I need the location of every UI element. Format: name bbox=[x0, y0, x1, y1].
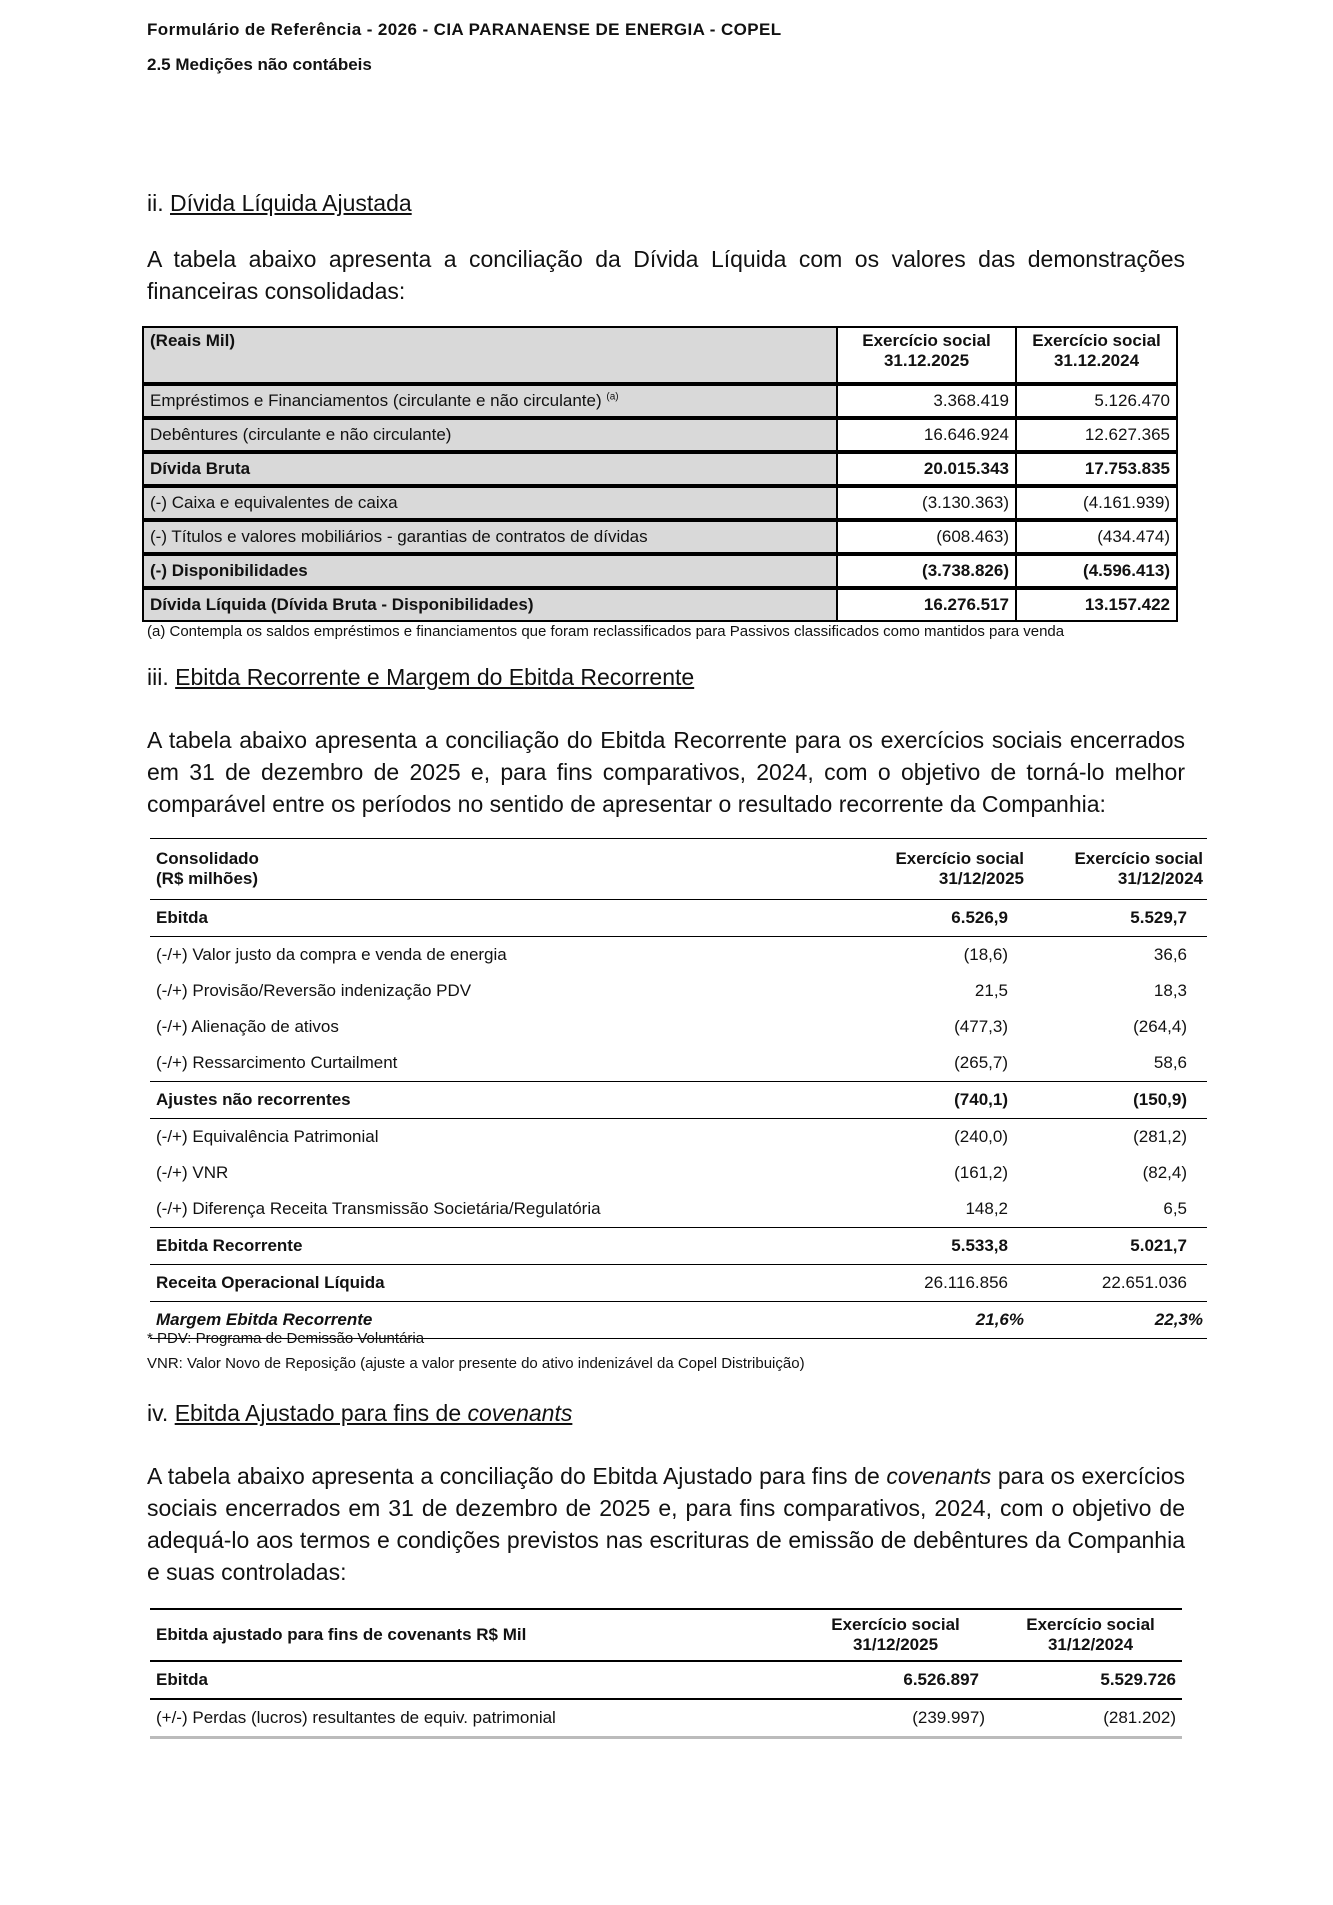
row-label: (-/+) Valor justo da compra e venda de energia bbox=[150, 937, 822, 974]
row-label: Receita Operacional Líquida bbox=[150, 1265, 822, 1302]
header-title: Formulário de Referência - 2026 - CIA PARANAENSE DE ENERGIA - COPEL bbox=[147, 20, 782, 39]
table-row bbox=[143, 554, 1177, 588]
section-iii-title: Ebitda Recorrente e Margem do Ebitda Recorrente bbox=[175, 664, 695, 690]
table-row bbox=[150, 1082, 1207, 1119]
row-value-2025: 16.646.924 bbox=[837, 418, 1016, 452]
row-label: Ebitda Recorrente bbox=[150, 1228, 822, 1265]
row-value-2025: 6.526.897 bbox=[792, 1661, 999, 1699]
section-iv-paragraph: A tabela abaixo apresenta a conciliação do Ebitda Ajustado para fins de covenants para os exercícios sociais encerrados em 31 de dezembro de 2025 e, para fins comparativos, 2024, com o objetivo de adequá-lo aos termos e condições previstos nas escrituras de emissão de debêntures da Companhia e suas controladas: bbox=[147, 1463, 1185, 1585]
row-value-2024: (434.474) bbox=[1016, 520, 1177, 554]
row-value-2024: (281.202) bbox=[999, 1699, 1182, 1738]
row-value-2025: 5.533,8 bbox=[822, 1228, 1028, 1265]
table-row bbox=[143, 384, 1177, 418]
covenants-head: Ebitda ajustado para fins de covenants R$ Mil bbox=[150, 1609, 792, 1661]
recurring-ebitda-col-2025: Exercício social 31/12/2025 bbox=[822, 839, 1028, 900]
section-ii-title: Dívida Líquida Ajustada bbox=[170, 190, 412, 216]
section-iii-paragraph: A tabela abaixo apresenta a conciliação do Ebitda Recorrente para os exercícios sociais encerrados em 31 de dezembro de 2025 e, para fins comparativos, 2024, com o objetivo de torná-lo melhor comparável entre os períodos no sentido de apresentar o resultado recorrente da Companhia: bbox=[147, 727, 1185, 817]
row-value-2024: 5.126.470 bbox=[1016, 384, 1177, 418]
table-row bbox=[143, 588, 1177, 621]
recurring-ebitda-head: Consolidado (R$ milhões) bbox=[150, 839, 822, 900]
recurring-ebitda-col-2024: Exercício social 31/12/2024 bbox=[1028, 839, 1207, 900]
row-value-2025: 148,2 bbox=[965, 1199, 1008, 1218]
row-label: Ebitda bbox=[150, 900, 822, 937]
table-row bbox=[150, 1265, 1207, 1302]
row-value-2024: 12.627.365 bbox=[1016, 418, 1177, 452]
covenants-col-2025: Exercício social 31/12/2025 bbox=[792, 1609, 999, 1661]
row-value-2024: 5.529,7 bbox=[1028, 900, 1207, 937]
covenants-ebitda-table bbox=[150, 1608, 1182, 1739]
table-row bbox=[150, 1699, 1182, 1738]
row-value-2025: (3.738.826) bbox=[837, 554, 1016, 588]
row-value-2024: (150,9) bbox=[1028, 1082, 1207, 1119]
row-label: (+/-) Perdas (lucros) resultantes de equiv. patrimonial bbox=[150, 1699, 792, 1738]
vnr-note: VNR: Valor Novo de Reposição (ajuste a valor presente do ativo indenizável da Copel Distribuição) bbox=[147, 1355, 805, 1372]
section-iv-prefix: iv. bbox=[147, 1400, 175, 1426]
row-value-2024: 13.157.422 bbox=[1016, 588, 1177, 621]
row-value-2025: (240,0) bbox=[822, 1119, 1028, 1156]
row-value-2024: (264,4) bbox=[1133, 1017, 1187, 1036]
row-value-2024: 36,6 bbox=[1028, 937, 1207, 974]
row-label: Margem Ebitda Recorrente bbox=[150, 1302, 822, 1339]
table-row bbox=[150, 1228, 1207, 1265]
section-iv-heading bbox=[147, 1400, 572, 1427]
recurring-ebitda-table bbox=[150, 838, 1207, 1339]
row-value-2025: 3.368.419 bbox=[837, 384, 1016, 418]
row-value-2025: 21,6% bbox=[822, 1302, 1028, 1339]
section-ii-prefix: ii. bbox=[147, 190, 170, 216]
net-debt-unit-header: (Reais Mil) bbox=[143, 327, 837, 384]
row-label: (-/+) VNR bbox=[156, 1163, 229, 1182]
row-value-2025: (161,2) bbox=[954, 1163, 1008, 1182]
row-value-2024: 58,6 bbox=[1153, 1053, 1187, 1072]
row-value-2024: (82,4) bbox=[1142, 1163, 1187, 1182]
row-label: (-) Caixa e equivalentes de caixa bbox=[143, 486, 837, 520]
section-ii-paragraph: A tabela abaixo apresenta a conciliação da Dívida Líquida com os valores das demonstrações financeiras consolidadas: bbox=[147, 246, 1185, 304]
table-row bbox=[143, 520, 1177, 554]
net-debt-col-2024: Exercício social 31.12.2024 bbox=[1016, 327, 1177, 384]
table-row bbox=[150, 1119, 1207, 1156]
table-row bbox=[150, 900, 1207, 937]
row-value-2025: 21,5 bbox=[974, 981, 1008, 1000]
row-label: Debêntures (circulante e não circulante) bbox=[143, 418, 837, 452]
row-value-2025: (740,1) bbox=[822, 1082, 1028, 1119]
row-value-2025: 16.276.517 bbox=[837, 588, 1016, 621]
table-row bbox=[150, 1155, 1207, 1191]
covenants-col-2024: Exercício social 31/12/2024 bbox=[999, 1609, 1182, 1661]
row-value-2025: (3.130.363) bbox=[837, 486, 1016, 520]
table-row bbox=[143, 418, 1177, 452]
table-header-row bbox=[150, 839, 1207, 900]
net-debt-table bbox=[142, 326, 1178, 622]
row-value-2025: (18,6) bbox=[822, 937, 1028, 974]
row-value-2024: 5.529.726 bbox=[999, 1661, 1182, 1699]
row-label: Dívida Bruta bbox=[143, 452, 837, 486]
row-label: Dívida Líquida (Dívida Bruta - Disponibilidades) bbox=[143, 588, 837, 621]
row-value-2024: (4.596.413) bbox=[1016, 554, 1177, 588]
row-label: (-) Disponibilidades bbox=[143, 554, 837, 588]
row-label: (-/+) Diferença Receita Transmissão Societária/Regulatória bbox=[156, 1199, 601, 1218]
row-label: Ebitda bbox=[150, 1661, 792, 1699]
section-iii-prefix: iii. bbox=[147, 664, 176, 690]
row-value-2024: (281,2) bbox=[1028, 1119, 1207, 1156]
table-row bbox=[143, 452, 1177, 486]
row-value-2024: 22,3% bbox=[1028, 1302, 1207, 1339]
table-row bbox=[150, 1191, 1207, 1228]
row-value-2024: (4.161.939) bbox=[1016, 486, 1177, 520]
row-value-2025: 26.116.856 bbox=[822, 1265, 1028, 1302]
row-value-2024: 5.021,7 bbox=[1028, 1228, 1207, 1265]
row-label: Empréstimos e Financiamentos (circulante e não circulante) $^{(a)}$ bbox=[143, 384, 837, 418]
net-debt-footnote: (a) Contempla os saldos empréstimos e financiamentos que foram reclassificados para Passivos classificados como mantidos para venda bbox=[147, 623, 1065, 640]
row-label: (-/+) Ressarcimento Curtailment bbox=[156, 1053, 398, 1072]
row-label: Ajustes não recorrentes bbox=[150, 1082, 822, 1119]
row-label: (-/+) Alienação de ativos bbox=[156, 1017, 339, 1036]
table-row bbox=[150, 1661, 1182, 1699]
net-debt-col-2025: Exercício social 31.12.2025 bbox=[837, 327, 1016, 384]
section-ii-heading bbox=[147, 190, 412, 217]
table-row bbox=[150, 1045, 1207, 1082]
header-subtitle: 2.5 Medições não contábeis bbox=[147, 55, 372, 74]
table-row bbox=[150, 1009, 1207, 1045]
row-label: (-/+) Equivalência Patrimonial bbox=[150, 1119, 822, 1156]
row-label: (-) Títulos e valores mobiliários - garantias de contratos de dívidas bbox=[143, 520, 837, 554]
row-value-2024: 22.651.036 bbox=[1028, 1265, 1207, 1302]
row-value-2025: (239.997) bbox=[792, 1699, 999, 1738]
row-value-2025: 6.526,9 bbox=[822, 900, 1028, 937]
row-value-2025: (477,3) bbox=[954, 1017, 1008, 1036]
row-value-2025: 20.015.343 bbox=[837, 452, 1016, 486]
row-value-2024: 17.753.835 bbox=[1016, 452, 1177, 486]
row-value-2025: (265,7) bbox=[954, 1053, 1008, 1072]
table-row bbox=[143, 486, 1177, 520]
pdv-note: * PDV: Programa de Demissão Voluntária bbox=[147, 1330, 425, 1347]
table-header-row bbox=[150, 1609, 1182, 1661]
row-value-2024: 18,3 bbox=[1153, 981, 1187, 1000]
table-row bbox=[150, 937, 1207, 974]
row-label: (-/+) Provisão/Reversão indenização PDV bbox=[156, 981, 472, 1000]
row-value-2025: (608.463) bbox=[837, 520, 1016, 554]
row-value-2024: 6,5 bbox=[1163, 1199, 1187, 1218]
section-iv-title: Ebitda Ajustado para fins de covenants bbox=[174, 1400, 573, 1426]
table-row bbox=[150, 973, 1207, 1009]
section-iii-heading bbox=[147, 664, 694, 691]
